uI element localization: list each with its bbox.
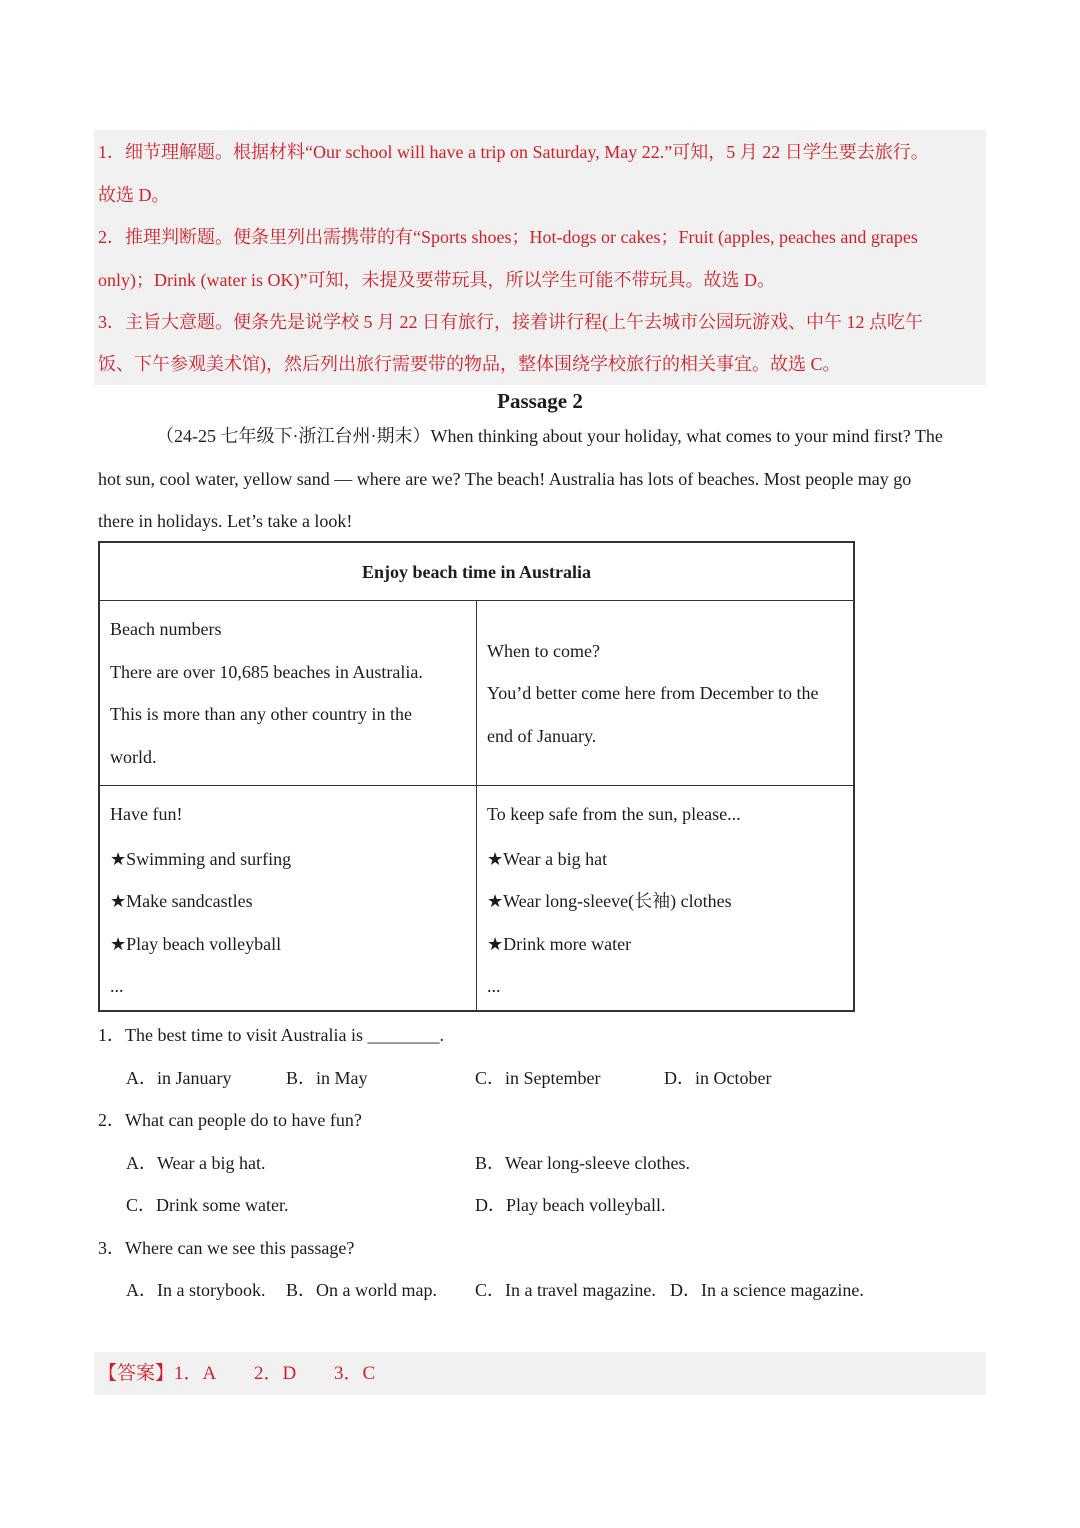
answer-option[interactable]: D．Play beach volleyball. — [475, 1195, 666, 1215]
answer-item: 3．C — [334, 1363, 376, 1384]
table-cell-line: You’d better come here from December to the — [487, 683, 819, 703]
answer-option[interactable]: D．in October — [664, 1068, 772, 1088]
passage-intro-line: hot sun, cool water, yellow sand — where are we? The beach! Australia has lots of beaches. Most people may go — [98, 469, 912, 489]
table-cell-line: ★Swimming and surfing — [110, 849, 292, 869]
table-header: Enjoy beach time in Australia — [361, 562, 591, 582]
answer-option[interactable]: A．in January — [126, 1068, 232, 1088]
answer-label: 【答案】 — [98, 1363, 175, 1384]
table-divider — [476, 600, 477, 1010]
answer-option[interactable]: B．Wear long-sleeve clothes. — [475, 1153, 690, 1173]
answer-option[interactable]: C．in September — [475, 1068, 601, 1088]
explanation-line: only)；Drink (water is OK)”可知，未提及要带玩具，所以学生可能不带玩具。故选 D。 — [98, 270, 775, 290]
answer-item: 2．D — [254, 1363, 297, 1384]
table-cell-line: ★Wear a big hat — [487, 849, 608, 869]
explanation-line: 故选 D。 — [98, 185, 170, 205]
table-cell-line: end of January. — [487, 726, 597, 746]
table-cell-line: world. — [110, 747, 157, 767]
explanation-line: 饭、下午参观美术馆)，然后列出旅行需要带的物品，整体围绕学校旅行的相关事宜。故选 C。 — [98, 354, 841, 374]
passage-intro-line: there in holidays. Let’s take a look! — [98, 511, 353, 531]
table-cell-line: ★Wear long-sleeve(长袖) clothes — [487, 891, 732, 911]
table-cell-line: Beach numbers — [110, 619, 222, 639]
question-stem: 2．What can people do to have fun? — [98, 1110, 362, 1130]
table-cell-line: When to come? — [487, 641, 600, 661]
question-stem: 3．Where can we see this passage? — [98, 1238, 355, 1258]
table-cell-line: There are over 10,685 beaches in Australia. — [110, 662, 423, 682]
table-cell-line: This is more than any other country in the — [110, 704, 412, 724]
answer-option[interactable]: A．In a storybook. — [126, 1280, 266, 1300]
explanation-box — [94, 130, 986, 385]
table-cell-line: ... — [110, 976, 124, 996]
answer-option[interactable]: A．Wear a big hat. — [126, 1153, 266, 1173]
passage-title: Passage 2 — [497, 389, 583, 413]
answer-option[interactable]: B．On a world map. — [286, 1280, 437, 1300]
table-cell-line: ... — [487, 976, 501, 996]
answer-option[interactable]: B．in May — [286, 1068, 368, 1088]
explanation-line: 3．主旨大意题。便条先是说学校 5 月 22 日有旅行，接着讲行程(上午去城市公园玩游戏、中午 12 点吃午 — [98, 312, 923, 332]
table-cell-line: ★Play beach volleyball — [110, 934, 282, 954]
table-cell-line: Have fun! — [110, 804, 183, 824]
explanation-line: 2．推理判断题。便条里列出需携带的有“Sports shoes；Hot-dogs or cakes；Fruit (apples, peaches and grapes — [98, 227, 918, 247]
question-stem: 1．The best time to visit Australia is ________. — [98, 1025, 444, 1045]
table-cell-line: To keep safe from the sun, please... — [487, 804, 741, 824]
table-cell-line: ★Make sandcastles — [110, 891, 253, 911]
answer-option[interactable]: C．In a travel magazine. — [475, 1280, 656, 1300]
answer-option[interactable]: C．Drink some water. — [126, 1195, 289, 1215]
answer-box — [94, 1352, 986, 1395]
table-cell-line: ★Drink more water — [487, 934, 632, 954]
answer-item: 1．A — [174, 1363, 217, 1384]
explanation-line: 1．细节理解题。根据材料“Our school will have a trip on Saturday, May 22.”可知，5 月 22 日学生要去旅行。 — [98, 142, 929, 162]
passage-intro-line: （24-25 七年级下·浙江台州·期末）When thinking about your holiday, what comes to your mind first? The — [156, 426, 943, 446]
answer-option[interactable]: D．In a science magazine. — [670, 1280, 864, 1300]
